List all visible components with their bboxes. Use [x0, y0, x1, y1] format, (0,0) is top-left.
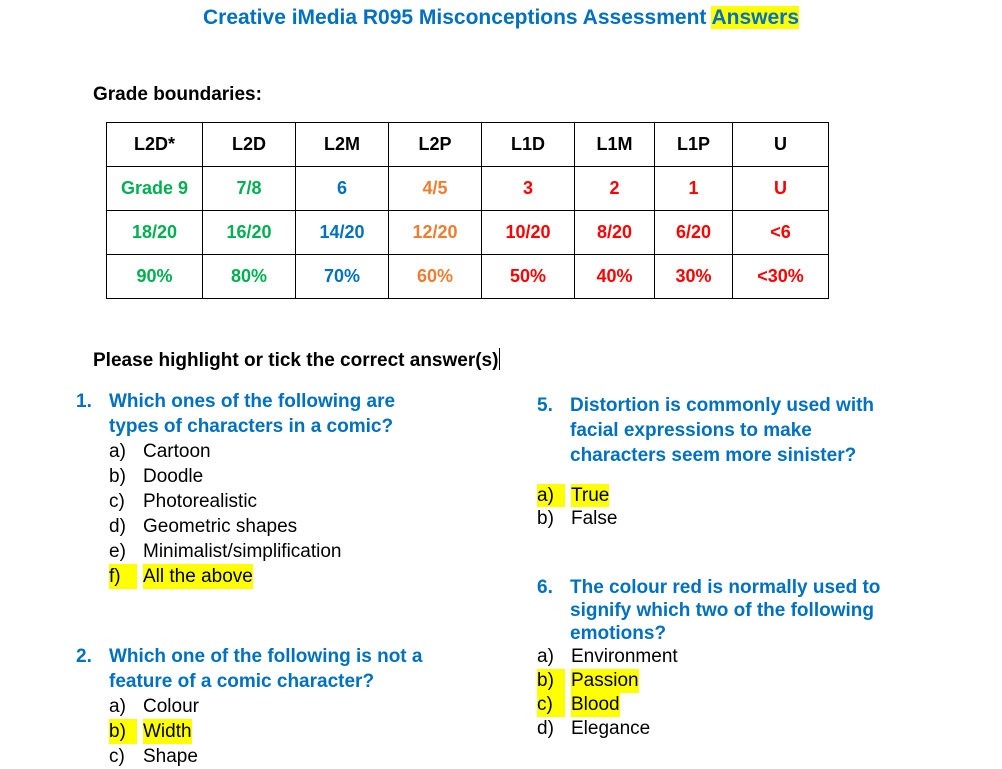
grade-cell: 6/20: [655, 211, 733, 255]
option-letter: b): [109, 466, 126, 487]
answer-option-selected[interactable]: [537, 669, 957, 693]
grade-header-row: [107, 123, 829, 167]
option-text: Geometric shapes: [143, 516, 298, 537]
grade-cell: 90%: [107, 255, 203, 299]
grade-cell: 40%: [575, 255, 655, 299]
options-list: [537, 645, 957, 741]
grade-cell: 50%: [482, 255, 575, 299]
answer-option-selected[interactable]: [109, 719, 496, 744]
grade-header-cell: L2D: [203, 123, 296, 167]
document-title: [0, 6, 1002, 30]
grade-cell: 3: [482, 167, 575, 211]
option-letter: a): [109, 696, 126, 717]
option-letter: a): [537, 484, 565, 507]
grade-cell: 12/20: [389, 211, 482, 255]
question-text: [109, 644, 422, 694]
grade-header-cell: L1M: [575, 123, 655, 167]
grade-boundaries-table: [106, 122, 829, 299]
answer-option[interactable]: [537, 507, 937, 530]
question-line: feature of a comic character?: [109, 671, 375, 692]
option-text: Blood: [571, 694, 620, 715]
grade-row: [107, 167, 829, 211]
grade-row: [107, 211, 829, 255]
question-2: [76, 644, 496, 769]
question-text: [570, 393, 874, 468]
answer-option[interactable]: [109, 744, 496, 769]
question-line: characters seem more sinister?: [570, 445, 857, 466]
grade-row: [107, 255, 829, 299]
answer-option[interactable]: [109, 489, 476, 514]
grade-header-cell: L2M: [296, 123, 389, 167]
question-line: signify which two of the following: [570, 600, 874, 621]
question-text: [109, 389, 395, 439]
answer-option[interactable]: [109, 464, 476, 489]
answer-option-selected[interactable]: [109, 564, 476, 589]
grade-cell: Grade 9: [107, 167, 203, 211]
question-number: 5.: [537, 395, 553, 416]
grade-header-cell: L1D: [482, 123, 575, 167]
option-letter: d): [109, 516, 126, 537]
grade-header-cell: L1P: [655, 123, 733, 167]
option-text: True: [571, 485, 610, 506]
option-letter: e): [109, 541, 126, 562]
grade-cell: 70%: [296, 255, 389, 299]
answer-option-selected[interactable]: [537, 484, 937, 507]
option-text: Elegance: [571, 718, 651, 739]
option-text: Cartoon: [143, 441, 211, 462]
title-main: Creative iMedia R095 Misconceptions Assessment: [202, 6, 707, 29]
grade-cell: U: [733, 167, 829, 211]
answer-option[interactable]: [537, 717, 957, 741]
grade-header-cell: L2P: [389, 123, 482, 167]
option-text: Minimalist/simplification: [143, 541, 342, 562]
option-letter: c): [109, 491, 125, 512]
question-line: facial expressions to make: [570, 420, 812, 441]
answer-option[interactable]: [109, 539, 476, 564]
options-list: [109, 439, 476, 589]
grade-header-cell: L2D*: [107, 123, 203, 167]
question-number: 2.: [76, 646, 92, 667]
grade-cell: 4/5: [389, 167, 482, 211]
question-line: Distortion is commonly used with: [570, 395, 875, 416]
grade-cell: 14/20: [296, 211, 389, 255]
question-6: [537, 576, 957, 741]
question-5: [537, 393, 937, 530]
grade-cell: 1: [655, 167, 733, 211]
option-text: Passion: [571, 670, 639, 691]
option-letter: f): [109, 564, 137, 589]
grade-cell: 16/20: [203, 211, 296, 255]
text-cursor: [499, 348, 500, 370]
instruction-label: Please highlight or tick the correct answer(s): [93, 350, 499, 371]
instruction-text: [93, 348, 500, 372]
question-line: types of characters in a comic?: [109, 416, 394, 437]
option-letter: b): [537, 669, 565, 693]
grade-cell: 30%: [655, 255, 733, 299]
grade-boundaries-heading: Grade boundaries:: [93, 84, 262, 105]
option-letter: b): [109, 719, 137, 744]
question-line: emotions?: [570, 623, 667, 644]
options-list: [109, 694, 496, 769]
grade-cell: 6: [296, 167, 389, 211]
question-line: Which one of the following is not a: [109, 646, 423, 667]
grade-cell: 8/20: [575, 211, 655, 255]
option-text: Width: [143, 721, 192, 742]
grade-cell: <6: [733, 211, 829, 255]
grade-cell: 7/8: [203, 167, 296, 211]
question-1: [76, 389, 476, 589]
grade-cell: 10/20: [482, 211, 575, 255]
option-text: Doodle: [143, 466, 204, 487]
option-letter: d): [537, 718, 554, 739]
option-letter: c): [537, 693, 565, 717]
answer-option[interactable]: [537, 645, 957, 669]
option-letter: a): [109, 441, 126, 462]
question-line: Which ones of the following are: [109, 391, 396, 412]
option-letter: c): [109, 746, 125, 767]
grade-cell: 2: [575, 167, 655, 211]
grade-header-cell: U: [733, 123, 829, 167]
options-list: [537, 484, 937, 530]
question-text: [570, 576, 880, 645]
option-text: Shape: [143, 746, 198, 767]
question-number: 1.: [76, 391, 92, 412]
option-text: Photorealistic: [143, 491, 258, 512]
option-letter: b): [537, 508, 554, 529]
option-text: Environment: [571, 646, 678, 667]
title-highlight: Answers: [711, 6, 800, 29]
answer-option-selected[interactable]: [537, 693, 957, 717]
grade-cell: 18/20: [107, 211, 203, 255]
option-letter: a): [537, 646, 554, 667]
grade-cell: 80%: [203, 255, 296, 299]
option-text: All the above: [143, 566, 253, 587]
answer-option[interactable]: [109, 439, 476, 464]
grade-cell: <30%: [733, 255, 829, 299]
answer-option[interactable]: [109, 694, 496, 719]
question-line: The colour red is normally used to: [570, 577, 881, 598]
option-text: False: [571, 508, 618, 529]
answer-option[interactable]: [109, 514, 476, 539]
question-number: 6.: [537, 577, 553, 598]
grade-cell: 60%: [389, 255, 482, 299]
option-text: Colour: [143, 696, 199, 717]
